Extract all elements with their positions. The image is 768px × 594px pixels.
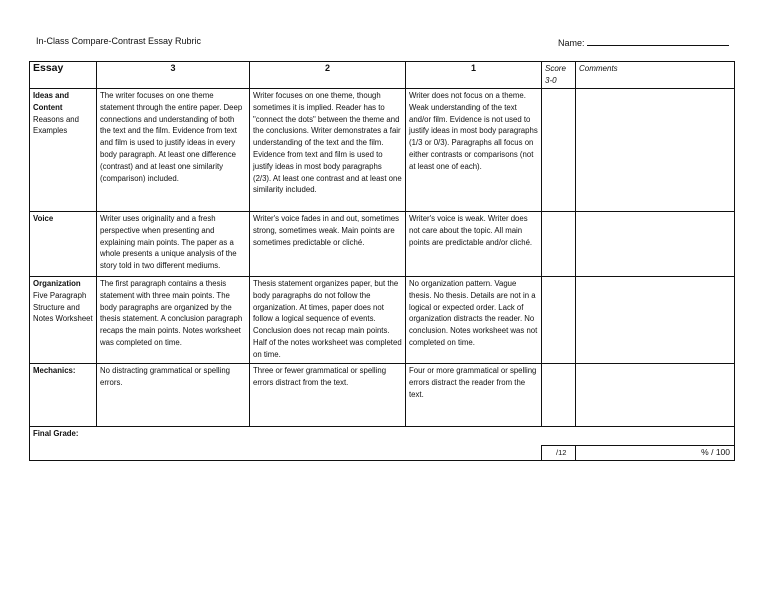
header-essay: Essay [30, 62, 97, 89]
descriptor-2: Writer focuses on one theme, though sometimes it is implied. Reader has to "connect the dots" between the theme and the conclusions. Writer demonstrates a fair understanding of the text and the film. Evidence from text and film is used to justify ideas in most body paragraphs (2/3). At least one contrast and at least one similarity included. [250, 89, 406, 212]
header-score-3: 3 [97, 62, 250, 89]
header-score-1: 1 [406, 62, 542, 89]
criterion-name: Ideas and Content [33, 91, 69, 112]
comments-cell[interactable] [576, 364, 735, 427]
name-label: Name: [558, 38, 585, 48]
descriptor-2: Writer's voice fades in and out, sometimes strong, sometimes weak. Main points are sometimes predictable or cliché. [250, 212, 406, 277]
comments-cell[interactable] [576, 212, 735, 277]
final-grade-blank [30, 446, 542, 461]
descriptor-1: Writer's voice is weak. Writer does not care about the topic. All main points are predictable and/or cliché. [406, 212, 542, 277]
descriptor-1: Writer does not focus on a theme. Weak understanding of the text and/or film. Evidence is not used to justify ideas in most body paragraphs (1/3 or 0/3). Paragraphs all focus on either contrasts or comparisons (not at least one of each). [406, 89, 542, 212]
score-cell[interactable] [542, 277, 576, 364]
descriptor-3: The first paragraph contains a thesis statement with three main points. The body paragraphs are organized by the thesis statement. A conclusion paragraph recaps the main points. Notes worksheet was completed on time. [97, 277, 250, 364]
header-score: Score 3-0 [542, 62, 576, 89]
criterion-name: Voice [33, 214, 54, 223]
criterion-cell [30, 89, 97, 212]
criterion-cell [30, 364, 97, 427]
comments-cell[interactable] [576, 89, 735, 212]
table-row [30, 364, 735, 427]
header-score-2: 2 [250, 62, 406, 89]
descriptor-1: No organization pattern. Vague thesis. No thesis. Details are not in a logical or expected order. Lack of organization distracts the reader. No conclusion. Notes worksheet was not completed on time. [406, 277, 542, 364]
descriptor-2: Three or fewer grammatical or spelling errors distract from the text. [250, 364, 406, 427]
descriptor-3: The writer focuses on one theme statement through the entire paper. Deep connections and understanding of both the text and the film. Evidence from text and film is used to justify ideas in every body paragraph. At least one difference (contrast) and at least one similarity (comparison) included. [97, 89, 250, 212]
criterion-sub: Five Paragraph Structure and Notes Worksheet [33, 290, 93, 324]
final-grade-score-row [30, 446, 735, 461]
name-blank-line [587, 36, 729, 46]
table-row [30, 89, 735, 212]
score-cell[interactable] [542, 89, 576, 212]
total-score-field[interactable]: /12 [542, 446, 576, 461]
table-row [30, 277, 735, 364]
score-cell[interactable] [542, 212, 576, 277]
criterion-name: Mechanics: [33, 366, 76, 375]
score-cell[interactable] [542, 364, 576, 427]
criterion-cell [30, 277, 97, 364]
criterion-name: Organization [33, 279, 81, 288]
header-row [30, 62, 735, 89]
comments-cell[interactable] [576, 277, 735, 364]
criterion-cell [30, 212, 97, 277]
descriptor-3: No distracting grammatical or spelling errors. [97, 364, 250, 427]
header-comments: Comments [576, 62, 735, 89]
name-field [558, 36, 729, 48]
criterion-sub: Reasons and Examples [33, 114, 79, 136]
descriptor-2: Thesis statement organizes paper, but the body paragraphs do not follow the organization. At times, paper does not follow a logical sequence of events. Conclusion does not recap main points. Half of the notes worksheet was completed on time. [250, 277, 406, 364]
final-grade-label-cell [30, 427, 735, 446]
final-grade-label: Final Grade: [33, 429, 79, 438]
rubric-table [29, 61, 735, 461]
table-row [30, 212, 735, 277]
document-title: In-Class Compare-Contrast Essay Rubric [36, 36, 202, 46]
descriptor-3: Writer uses originality and a fresh perspective when presenting and explaining main points. The paper as a whole presents a unique analysis of the story told in two different mediums. [97, 212, 250, 277]
percent-field[interactable]: % / 100 [576, 446, 735, 461]
final-grade-row [30, 427, 735, 446]
descriptor-1: Four or more grammatical or spelling errors distract the reader from the text. [406, 364, 542, 427]
